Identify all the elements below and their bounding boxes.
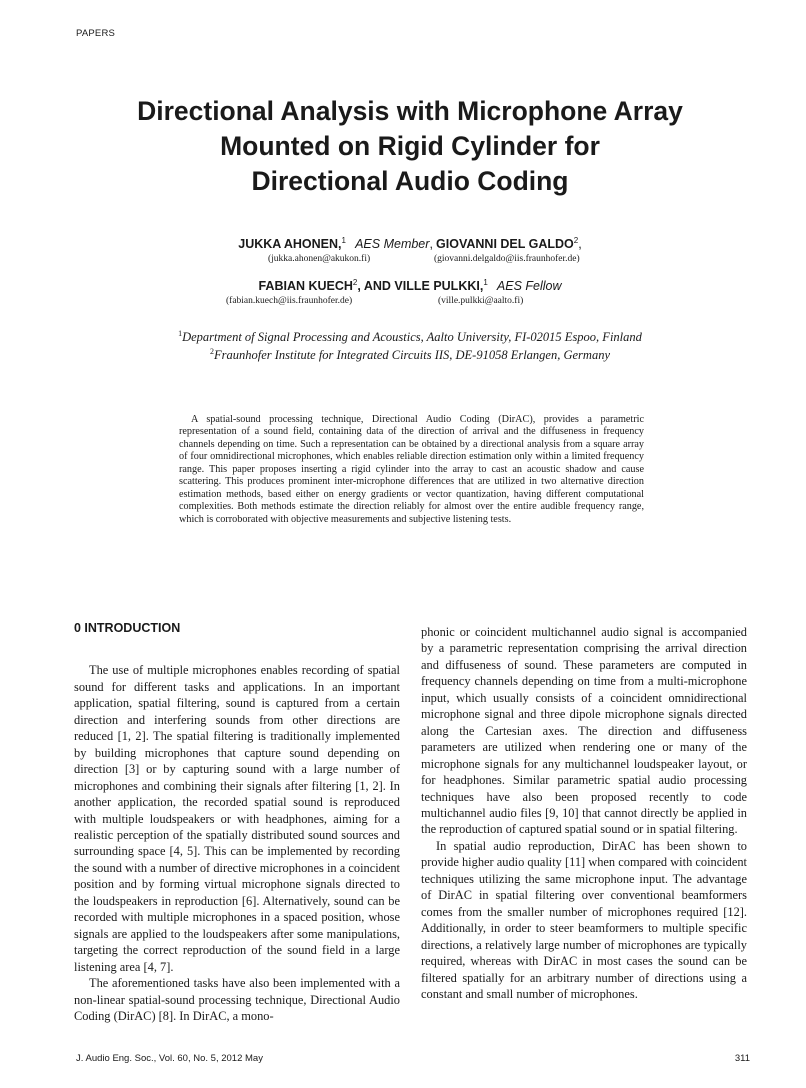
affiliation-1-marker: 1 bbox=[178, 329, 183, 338]
email-kuech[interactable]: (fabian.kuech@iis.fraunhofer.de) bbox=[226, 296, 353, 306]
affiliation-2-marker: 2 bbox=[209, 347, 214, 356]
author-ahonen-affiliation: 1 bbox=[341, 236, 346, 245]
author-separator: , bbox=[429, 237, 433, 252]
intro-paragraph-2: The aforementioned tasks have also been implemented with a non-linear spatial-sound processing technique, Directional Audio Coding (DirAC) [8]. In DirAC, a mono- bbox=[74, 976, 400, 1023]
author-ahonen-name: JUKKA AHONEN, bbox=[238, 237, 342, 252]
email-ahonen[interactable]: (jukka.ahonen@akukon.fi) bbox=[268, 254, 371, 264]
email-delgaldo[interactable]: (giovanni.delgaldo@iis.fraunhofer.de) bbox=[434, 254, 580, 264]
affiliation-2 bbox=[60, 343, 760, 364]
email-pulkki[interactable]: (ville.pulkki@aalto.fi) bbox=[438, 296, 524, 306]
authors-line-2 bbox=[60, 278, 760, 294]
intro-paragraph-3: In spatial audio reproduction, DirAC has been shown to provide higher audio quality [11] when compared with coincident techniques utilizing the same microphone input. The advantage of DirAC in spatial filtering over conventional beamformers comes from the smaller number of microphones required [12]. Additionally, in order to steer beamformers to multiple specific directions, a relatively large number of microphones are typically required, whereas with DirAC in most cases the sound can be filtered spatially for an arbitrary number of directions using a constant and small number of microphones. bbox=[421, 838, 747, 1001]
author-delgaldo-name: GIOVANNI DEL GALDO bbox=[436, 237, 574, 252]
author-delgaldo-affiliation: 2 bbox=[573, 236, 579, 245]
section-label: PAPERS bbox=[76, 28, 116, 39]
body-left-column bbox=[74, 620, 400, 1024]
author-ahonen-role: AES Member bbox=[355, 237, 430, 252]
abstract: A spatial-sound processing technique, Directional Audio Coding (DirAC), provides a parametric representation of a sound field, containing data of the direction of arrival and the diffuseness in frequency channels depending on time. Such a representation can be obtained by a directional analysis from a square array of four omnidirectional microphones, which enables reliable direction estimation only within a limited frequency range. This paper proposes inserting a rigid cylinder into the array to cast an acoustic shadow and cause scattering. This produces prominent inter-microphone differences that are utilized in two alternative direction estimation methods, based either on energy gradients or vector quantization, having different computational complexities. Both methods estimate the direction reliably for almost over the entire audible frequency range, which is corroborated with objective measurements and subjective listening tests. bbox=[179, 414, 644, 525]
author-kuech-affiliation: 2 bbox=[352, 278, 358, 287]
journal-citation: J. Audio Eng. Soc., Vol. 60, No. 5, 2012 May bbox=[76, 1053, 263, 1064]
author-pulkki-name: VILLE PULKKI, bbox=[394, 279, 484, 294]
author-pulkki-affiliation: 1 bbox=[483, 278, 488, 287]
author-and-separator: , AND bbox=[357, 279, 395, 294]
title-line-2: Mounted on Rigid Cylinder for bbox=[220, 131, 600, 161]
authors-line-1 bbox=[60, 236, 760, 252]
paper-title bbox=[60, 94, 760, 199]
body-right-column bbox=[421, 624, 747, 1002]
affiliation-2-text: Fraunhofer Institute for Integrated Circuits IIS, DE-91058 Erlangen, Germany bbox=[213, 348, 610, 363]
intro-paragraph-1: The use of multiple microphones enables recording of spatial sound for different tasks and applications. In an important application, spatial filtering, sound is captured from a certain direction and interfering sounds from other directions are reduced [1, 2]. The spatial filtering is traditionally implemented by building microphones that capture sound depending on direction [3] or by capturing sound with a large number of microphones and combining their signals after filtering [1, 2]. In another application, the recorded spatial sound is reproduced with multiple loudspeakers or with headphones, aiming for a realistic perception of the spatially distributed sound sources and surrounding space [4, 5]. This can be implemented by recording the sound with a number of directive microphones in a coincident position and by forming virtual microphone signals directed to the loudspeakers in reproduction [6]. Alternatively, sound can be recorded with multiple microphones in a spaced position, whose signals are applied to the loudspeakers after some manipulations, targeting the correct reproduction of the sound field in a large listening area [4, 7]. bbox=[74, 663, 400, 974]
intro-paragraph-2-continued: phonic or coincident multichannel audio signal is accompanied by a parametric representation comprising the arrival direction and diffuseness of sound. These parameters are computed in frequency channels depending on time from a multi-microphone input, which usually consists of a coincident omnidirectional microphone signal and three dipole microphone signals directed along the Cartesian axes. The direction and diffuseness parameters are utilized when rendering one or many of the microphone signals for any multichannel loudspeaker layout, or for headphones. Similar parametric spatial audio processing techniques have also been proposed recently to code multichannel audio files [9, 10] that cannot directly be applied in the reproduction of captured spatial sound or in spatial filtering. bbox=[421, 625, 747, 837]
title-line-3: Directional Audio Coding bbox=[251, 166, 569, 196]
affiliation-1-text: Department of Signal Processing and Acoustics, Aalto University, FI-02015 Espoo, Finland bbox=[182, 330, 642, 345]
author-trailing-comma: , bbox=[578, 237, 582, 252]
page-number: 311 bbox=[734, 1053, 750, 1064]
author-pulkki-role: AES Fellow bbox=[496, 279, 562, 294]
section-heading-introduction: 0 INTRODUCTION bbox=[74, 621, 181, 635]
author-kuech-name: FABIAN KUECH bbox=[258, 279, 353, 294]
title-line-1: Directional Analysis with Microphone Array bbox=[137, 96, 683, 126]
